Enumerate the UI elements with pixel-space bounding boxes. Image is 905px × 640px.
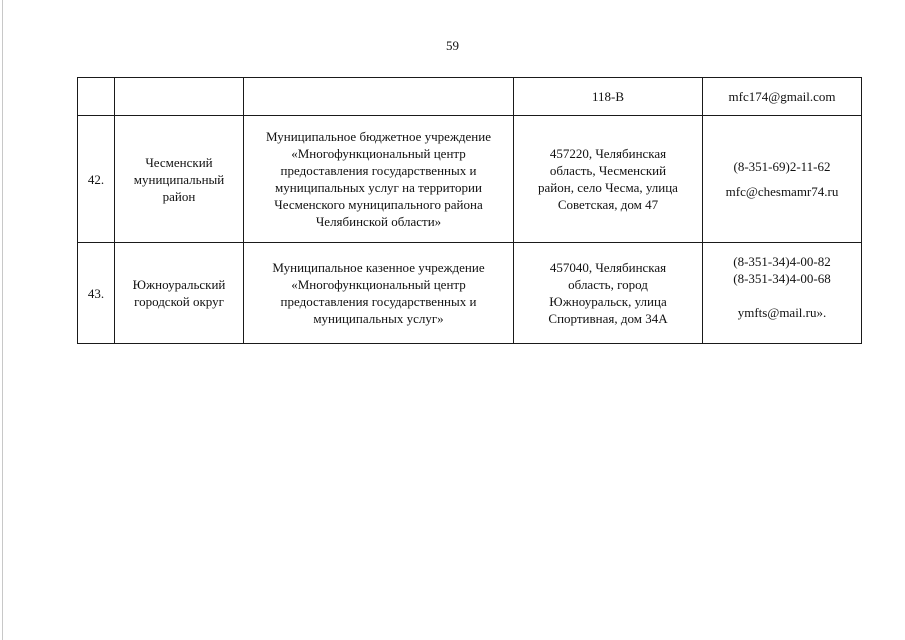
row-number-cell [78, 78, 115, 116]
district-cell [115, 78, 244, 116]
table-row [78, 116, 862, 243]
institution-cell: Муниципальное казенное учреждение «Многофункциональный центр предоставления государственных и муниципальных услуг» [244, 243, 514, 344]
phone-number: (8-351-34)4-00-68 [733, 271, 831, 286]
page-number: 59 [446, 38, 459, 53]
district-cell: Южноуральский городской округ [115, 243, 244, 344]
table-row-continuation [78, 78, 862, 116]
phone-number: (8-351-69)2-11-62 [733, 159, 831, 174]
address-cell: 457040, Челябинская область, город Южноуральск, улица Спортивная, дом 34А [514, 243, 703, 344]
district-cell: Чесменский муниципальный район [115, 116, 244, 243]
mfc-registry-table [77, 77, 862, 344]
phone-number: (8-351-34)4-00-82 [733, 254, 831, 269]
page-left-edge [2, 0, 3, 640]
row-number-cell: 42. [78, 116, 115, 243]
contacts-cell [703, 116, 862, 243]
contacts-cell: mfc174@gmail.com [703, 78, 862, 116]
address-cell: 457220, Челябинская область, Чесменский район, село Чесма, улица Советская, дом 47 [514, 116, 703, 243]
email-address: ymfts@mail.ru». [737, 305, 827, 320]
row-number-cell: 43. [78, 243, 115, 344]
institution-cell [244, 78, 514, 116]
address-cell: 118-B [514, 78, 703, 116]
email-address: mfc@chesmamr74.ru [725, 184, 839, 199]
table-row [78, 243, 862, 344]
contacts-cell [703, 243, 862, 344]
institution-cell: Муниципальное бюджетное учреждение «Многофункциональный центр предоставления государственных и муниципальных услуг на территории Чесменского муниципального района Челябинской области» [244, 116, 514, 243]
